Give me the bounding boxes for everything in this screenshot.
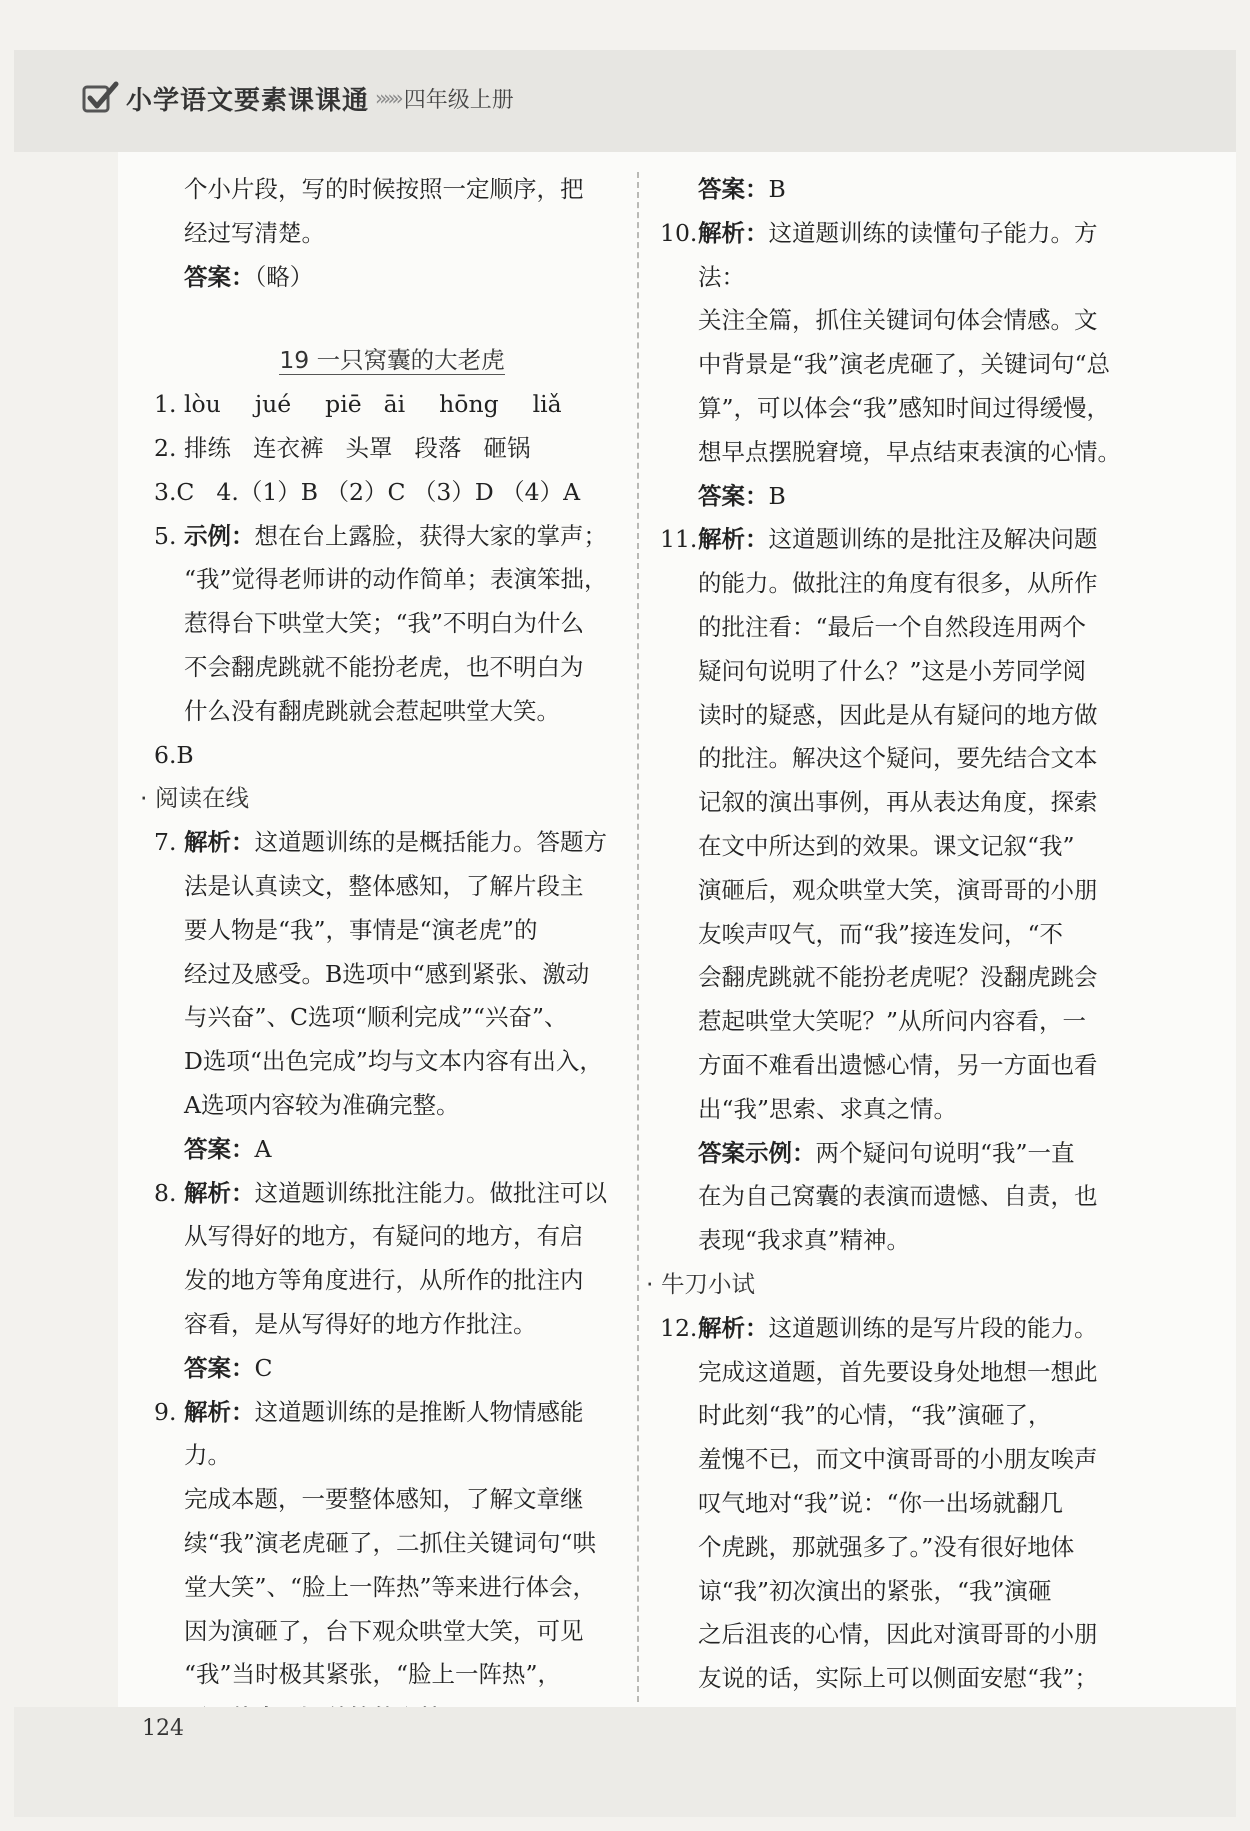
q2-line: [154, 427, 630, 471]
q8-number: 8.: [154, 1178, 177, 1207]
text-span: 这道题训练批注能力。做批注可以: [254, 1178, 607, 1207]
text-line: 关注全篇，抓住关键词句体会情感。文: [698, 306, 1098, 335]
q9-line: [154, 1391, 630, 1479]
text-line: 时此刻“我”的心情，“我”演砸了，: [698, 1401, 1052, 1430]
pinyin-2: jué: [254, 390, 292, 419]
text-line: “我”当时极其紧张，“脸上一阵热”，: [184, 1660, 562, 1689]
q1-line: [154, 383, 630, 427]
answer-line: [154, 256, 630, 300]
text-line: 完成本题，一要整体感知，了解文章继: [184, 1485, 584, 1514]
text-line: 个小片段，写的时候按照一定顺序，把: [184, 175, 584, 203]
q2-number: 2.: [154, 433, 177, 462]
q9-number: 9.: [154, 1397, 177, 1426]
answer-label: 答案：: [698, 481, 769, 510]
text-line: 方面不难看出遗憾心情，另一方面也看: [698, 1050, 1098, 1079]
text-line: 堂大笑”、“脸上一阵热”等来进行体会，: [184, 1572, 597, 1601]
text-span: 这道题训练的读懂句子能力。方法：: [698, 218, 1098, 291]
text-span: 两个疑问句说明“我”一直: [815, 1138, 1075, 1167]
analysis-label: 解析：: [698, 525, 769, 554]
text-line: 会翻虎跳就不能扮老虎呢？没翻虎跳会: [698, 963, 1098, 992]
lesson-title-text: 19 一只窝囊的大老虎: [279, 346, 505, 375]
text-span: 这道题训练的是推断人物情感能力。: [184, 1397, 584, 1470]
chevrons-icon: »»»: [375, 86, 400, 110]
q11-line: [660, 518, 1136, 562]
text-line: 要人物是“我”，事情是“演老虎”的: [184, 915, 538, 944]
text-line: 友唉声叹气，而“我”接连发问，“不: [698, 919, 1064, 948]
text-line: 的能力。做批注的角度有很多，从所作: [698, 569, 1098, 598]
text-line: A选项内容较为准确完整。: [184, 1090, 460, 1119]
answer-line: [660, 475, 1136, 519]
q5-line: [154, 515, 630, 559]
text-line: 算”，可以体会“我”感知时间过得缓慢，: [698, 393, 1111, 422]
text-line: 疑问句说明了什么？”这是小芳同学阅: [698, 656, 1087, 685]
word-4: 段落: [414, 433, 462, 462]
answer-value: C: [254, 1353, 273, 1382]
pinyin-1: lòu: [184, 390, 221, 419]
text-line: 与兴奋”、C选项“顺利完成”“兴奋”、: [184, 1003, 568, 1032]
text-line: 出“我”思索、求真之情。: [698, 1094, 958, 1123]
answer-line: [154, 1347, 630, 1391]
text-line: 惹起哄堂大笑呢？”从所问内容看，一: [698, 1007, 1087, 1036]
answer-value: B: [768, 481, 786, 510]
pinyin-3: piē: [325, 390, 362, 419]
pinyin-5: hōng: [439, 390, 499, 419]
grade-label: 四年级上册: [403, 87, 514, 113]
text-line: “我”觉得老师讲的动作简单；表演笨拙，: [184, 565, 608, 594]
book-title: 小学语文要素课课通: [126, 85, 370, 116]
text-line: 表现“我求真”精神。: [698, 1226, 911, 1255]
text-line: 中背景是“我”演老虎砸了，关键词句“总: [698, 350, 1111, 379]
text-line: 因为演砸了，台下观众哄堂大笑，可见: [184, 1616, 584, 1645]
example-answer-label: 答案示例：: [698, 1138, 816, 1167]
text-line: 的批注看：“最后一个自然段连用两个: [698, 612, 1087, 641]
text-line: 读时的疑惑，因此是从有疑问的地方做: [698, 700, 1098, 729]
text-line: 叹气地对“我”说：“你一出场就翻几: [698, 1488, 1064, 1517]
analysis-label: 解析：: [184, 828, 255, 857]
text-line: 羞愧不已，而文中演哥哥的小朋友唉声: [698, 1445, 1098, 1474]
analysis-label: 解析：: [698, 218, 769, 247]
text-line: 容看，是从写得好的地方作批注。: [184, 1309, 537, 1338]
text-span: 这道题训练的是概括能力。答题方: [254, 828, 607, 857]
subsection-heading: · 阅读在线: [140, 784, 249, 813]
q11-number: 11.: [660, 525, 698, 554]
book-brand: [82, 78, 514, 118]
word-2: 连衣裤: [253, 433, 324, 462]
text-line: 什么没有翻虎跳就会惹起哄堂大笑。: [184, 696, 560, 725]
answer-label: 答案：: [698, 175, 769, 203]
q4-answer: 4.（1）B （2）C （3）D （4）A: [216, 477, 581, 506]
text-line: D选项“出色完成”均与文本内容有出入，: [184, 1047, 603, 1076]
text-span: 想在台上露脸，获得大家的掌声；: [254, 521, 607, 550]
text-line: 从写得好的地方，有疑问的地方，有启: [184, 1222, 584, 1251]
text-line: 想早点摆脱窘境，早点结束表演的心情。: [698, 437, 1121, 466]
q3-answer: 3.C: [154, 477, 195, 506]
checkmark-icon: [82, 81, 120, 115]
q8-line: [154, 1172, 630, 1216]
word-3: 头罩: [345, 433, 393, 462]
q1-number: 1.: [154, 390, 177, 419]
analysis-label: 解析：: [698, 1313, 769, 1342]
left-column: [140, 168, 630, 1741]
answer-line: [660, 168, 1136, 212]
q5-number: 5.: [154, 521, 177, 550]
text-line: 个虎跳，那就强多了。”没有很好地体: [698, 1532, 1075, 1561]
text-line: 演砸后，观众哄堂大笑，演哥哥的小朋: [698, 875, 1098, 904]
text-line: 的批注。解决这个疑问，要先结合文本: [698, 744, 1098, 773]
text-line: 法是认真读文，整体感知，了解片段主: [184, 871, 584, 900]
text-span: 这道题训练的是批注及解决问题: [768, 525, 1098, 554]
text-line: 完成这道题，首先要设身处地想一想此: [698, 1357, 1098, 1386]
footer-band: [14, 1707, 1236, 1817]
q12-line: [660, 1307, 1136, 1351]
answer-label: 答案：: [184, 1353, 255, 1382]
example-answer-line: [660, 1132, 1136, 1176]
text-line: 在为自己窝囊的表演而遗憾、自责，也: [698, 1182, 1098, 1211]
q6-answer: 6.B: [154, 740, 194, 769]
page-number: 124: [142, 1716, 184, 1741]
text-line: 记叙的演出事例，再从表达角度，探索: [698, 788, 1098, 817]
text-line: 在文中所达到的效果。课文记叙“我”: [698, 831, 1075, 860]
q7-number: 7.: [154, 828, 177, 857]
q10-number: 10.: [660, 218, 698, 247]
word-5: 砸锅: [483, 433, 531, 462]
right-column: [646, 168, 1136, 1745]
text-line: 友说的话，实际上可以侧面安慰“我”；: [698, 1664, 1099, 1693]
q7-line: [154, 821, 630, 865]
text-line: 不会翻虎跳就不能扮老虎，也不明白为: [184, 652, 584, 681]
analysis-label: 解析：: [184, 1397, 255, 1426]
answer-value: （略）: [254, 262, 314, 291]
answer-label: 答案：: [184, 1134, 255, 1163]
text-line: 经过写清楚。: [184, 218, 325, 247]
word-1: 排练: [184, 433, 231, 462]
q12-number: 12.: [660, 1313, 698, 1342]
text-line: 续“我”演老虎砸了，二抓住关键词句“哄: [184, 1528, 597, 1557]
answer-label: 答案：: [184, 262, 255, 291]
text-line: 谅“我”初次演出的紧张，“我”演砸: [698, 1576, 1052, 1605]
answer-line: [154, 1128, 630, 1172]
text-line: 惹得台下哄堂大笑；“我”不明白为什么: [184, 609, 585, 638]
column-divider: [637, 172, 639, 1702]
text-span: 这道题训练的是写片段的能力。: [768, 1313, 1098, 1342]
pinyin-4: āi: [383, 390, 406, 419]
answer-value: A: [254, 1134, 272, 1163]
example-label: 示例：: [184, 521, 255, 550]
text-line: 之后沮丧的心情，因此对演哥哥的小朋: [698, 1620, 1098, 1649]
text-line: 发的地方等角度进行，从所作的批注内: [184, 1266, 584, 1295]
analysis-label: 解析：: [184, 1178, 255, 1207]
answer-value: B: [768, 175, 786, 203]
subsection-heading: · 牛刀小试: [646, 1269, 755, 1298]
text-line: 经过及感受。B选项中“感到紧张、激动: [184, 959, 590, 988]
pinyin-6: liǎ: [532, 390, 562, 419]
lesson-title: [154, 339, 630, 383]
q10-line: [660, 212, 1136, 300]
q3-q4-line: [154, 471, 630, 515]
